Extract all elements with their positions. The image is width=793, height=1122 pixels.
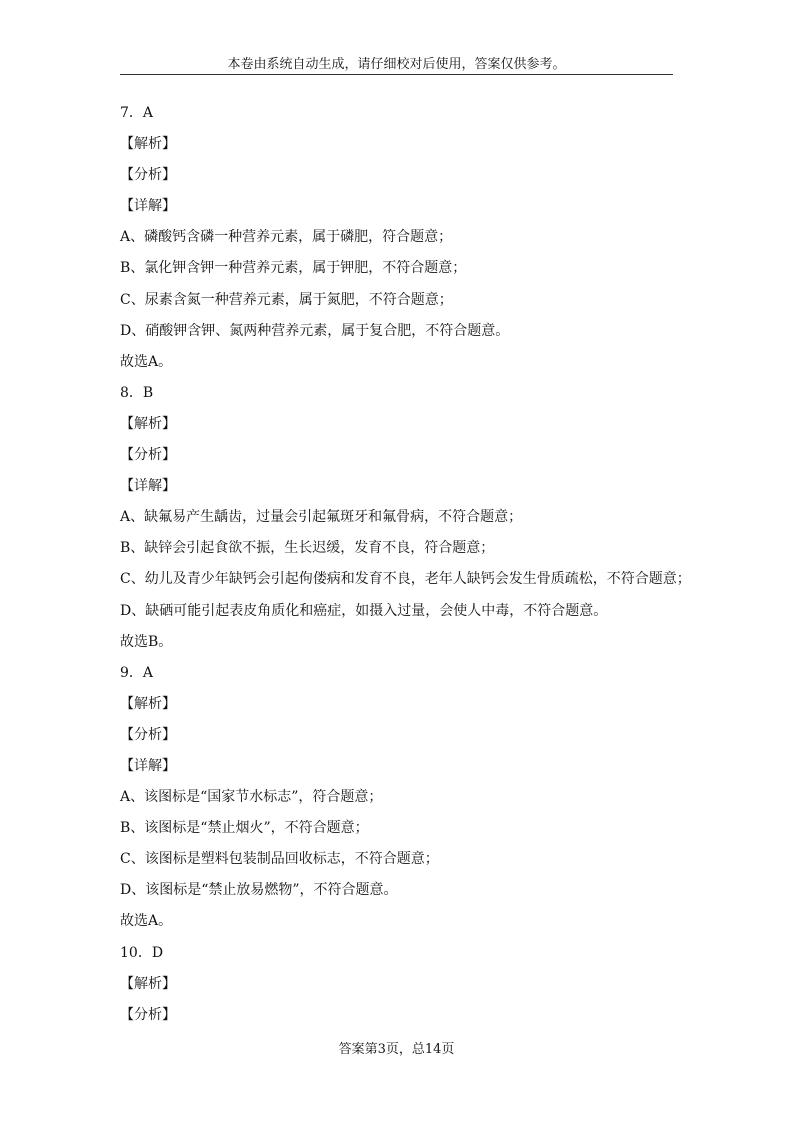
- option-explanation: C、该图标是塑料包装制品回收标志，不符合题意；: [120, 851, 439, 868]
- option-explanation: B、缺锌会引起食欲不振，生长迟缓，发育不良，符合题意；: [120, 540, 495, 557]
- section-jiexi: 【解析】: [120, 975, 176, 992]
- header-divider: [120, 74, 673, 75]
- page-header-notice: 本卷由系统自动生成，请仔细校对后使用，答案仅供参考。: [227, 57, 566, 72]
- section-xiangjie: 【详解】: [120, 478, 176, 495]
- section-xiangjie: 【详解】: [120, 757, 176, 774]
- option-explanation: A、缺氟易产生龋齿，过量会引起氟斑牙和氟骨病，不符合题意；: [120, 509, 523, 526]
- section-jiexi: 【解析】: [120, 415, 176, 432]
- question-number: 9．A: [120, 664, 154, 681]
- question-number: 10．D: [120, 944, 164, 961]
- answer-content: [120, 101, 691, 1034]
- page-footer-number: 答案第3页，总14页: [338, 1042, 455, 1057]
- question-number: 8．B: [120, 384, 154, 401]
- answer-conclusion: 故选A。: [120, 913, 173, 930]
- section-xiangjie: 【详解】: [120, 198, 176, 215]
- section-fenxi: 【分析】: [120, 167, 176, 184]
- option-explanation: B、该图标是“禁止烟火”，不符合题意；: [120, 820, 369, 837]
- option-explanation: B、氯化钾含钾一种营养元素，属于钾肥，不符合题意；: [120, 260, 467, 277]
- section-fenxi: 【分析】: [120, 1006, 176, 1023]
- option-explanation: C、尿素含氮一种营养元素，属于氮肥，不符合题意；: [120, 291, 453, 308]
- answer-conclusion: 故选B。: [120, 633, 173, 650]
- option-explanation: D、硝酸钾含钾、氮两种营养元素，属于复合肥，不符合题意。: [120, 322, 510, 339]
- section-jiexi: 【解析】: [120, 136, 176, 153]
- section-fenxi: 【分析】: [120, 726, 176, 743]
- option-explanation: A、该图标是“国家节水标志”，符合题意；: [120, 789, 383, 806]
- option-explanation: D、缺硒可能引起表皮角质化和癌症，如摄入过量，会使人中毒，不符合题意。: [120, 602, 608, 619]
- section-fenxi: 【分析】: [120, 447, 176, 464]
- option-explanation: A、磷酸钙含磷一种营养元素，属于磷肥，符合题意；: [120, 229, 453, 246]
- question-number: 7．A: [120, 105, 154, 121]
- section-jiexi: 【解析】: [120, 695, 176, 712]
- answer-conclusion: 故选A。: [120, 353, 173, 370]
- option-explanation: D、该图标是“禁止放易燃物”，不符合题意。: [120, 882, 398, 899]
- option-explanation: C、幼儿及青少年缺钙会引起佝偻病和发育不良，老年人缺钙会发生骨质疏松，不符合题意；: [120, 571, 691, 588]
